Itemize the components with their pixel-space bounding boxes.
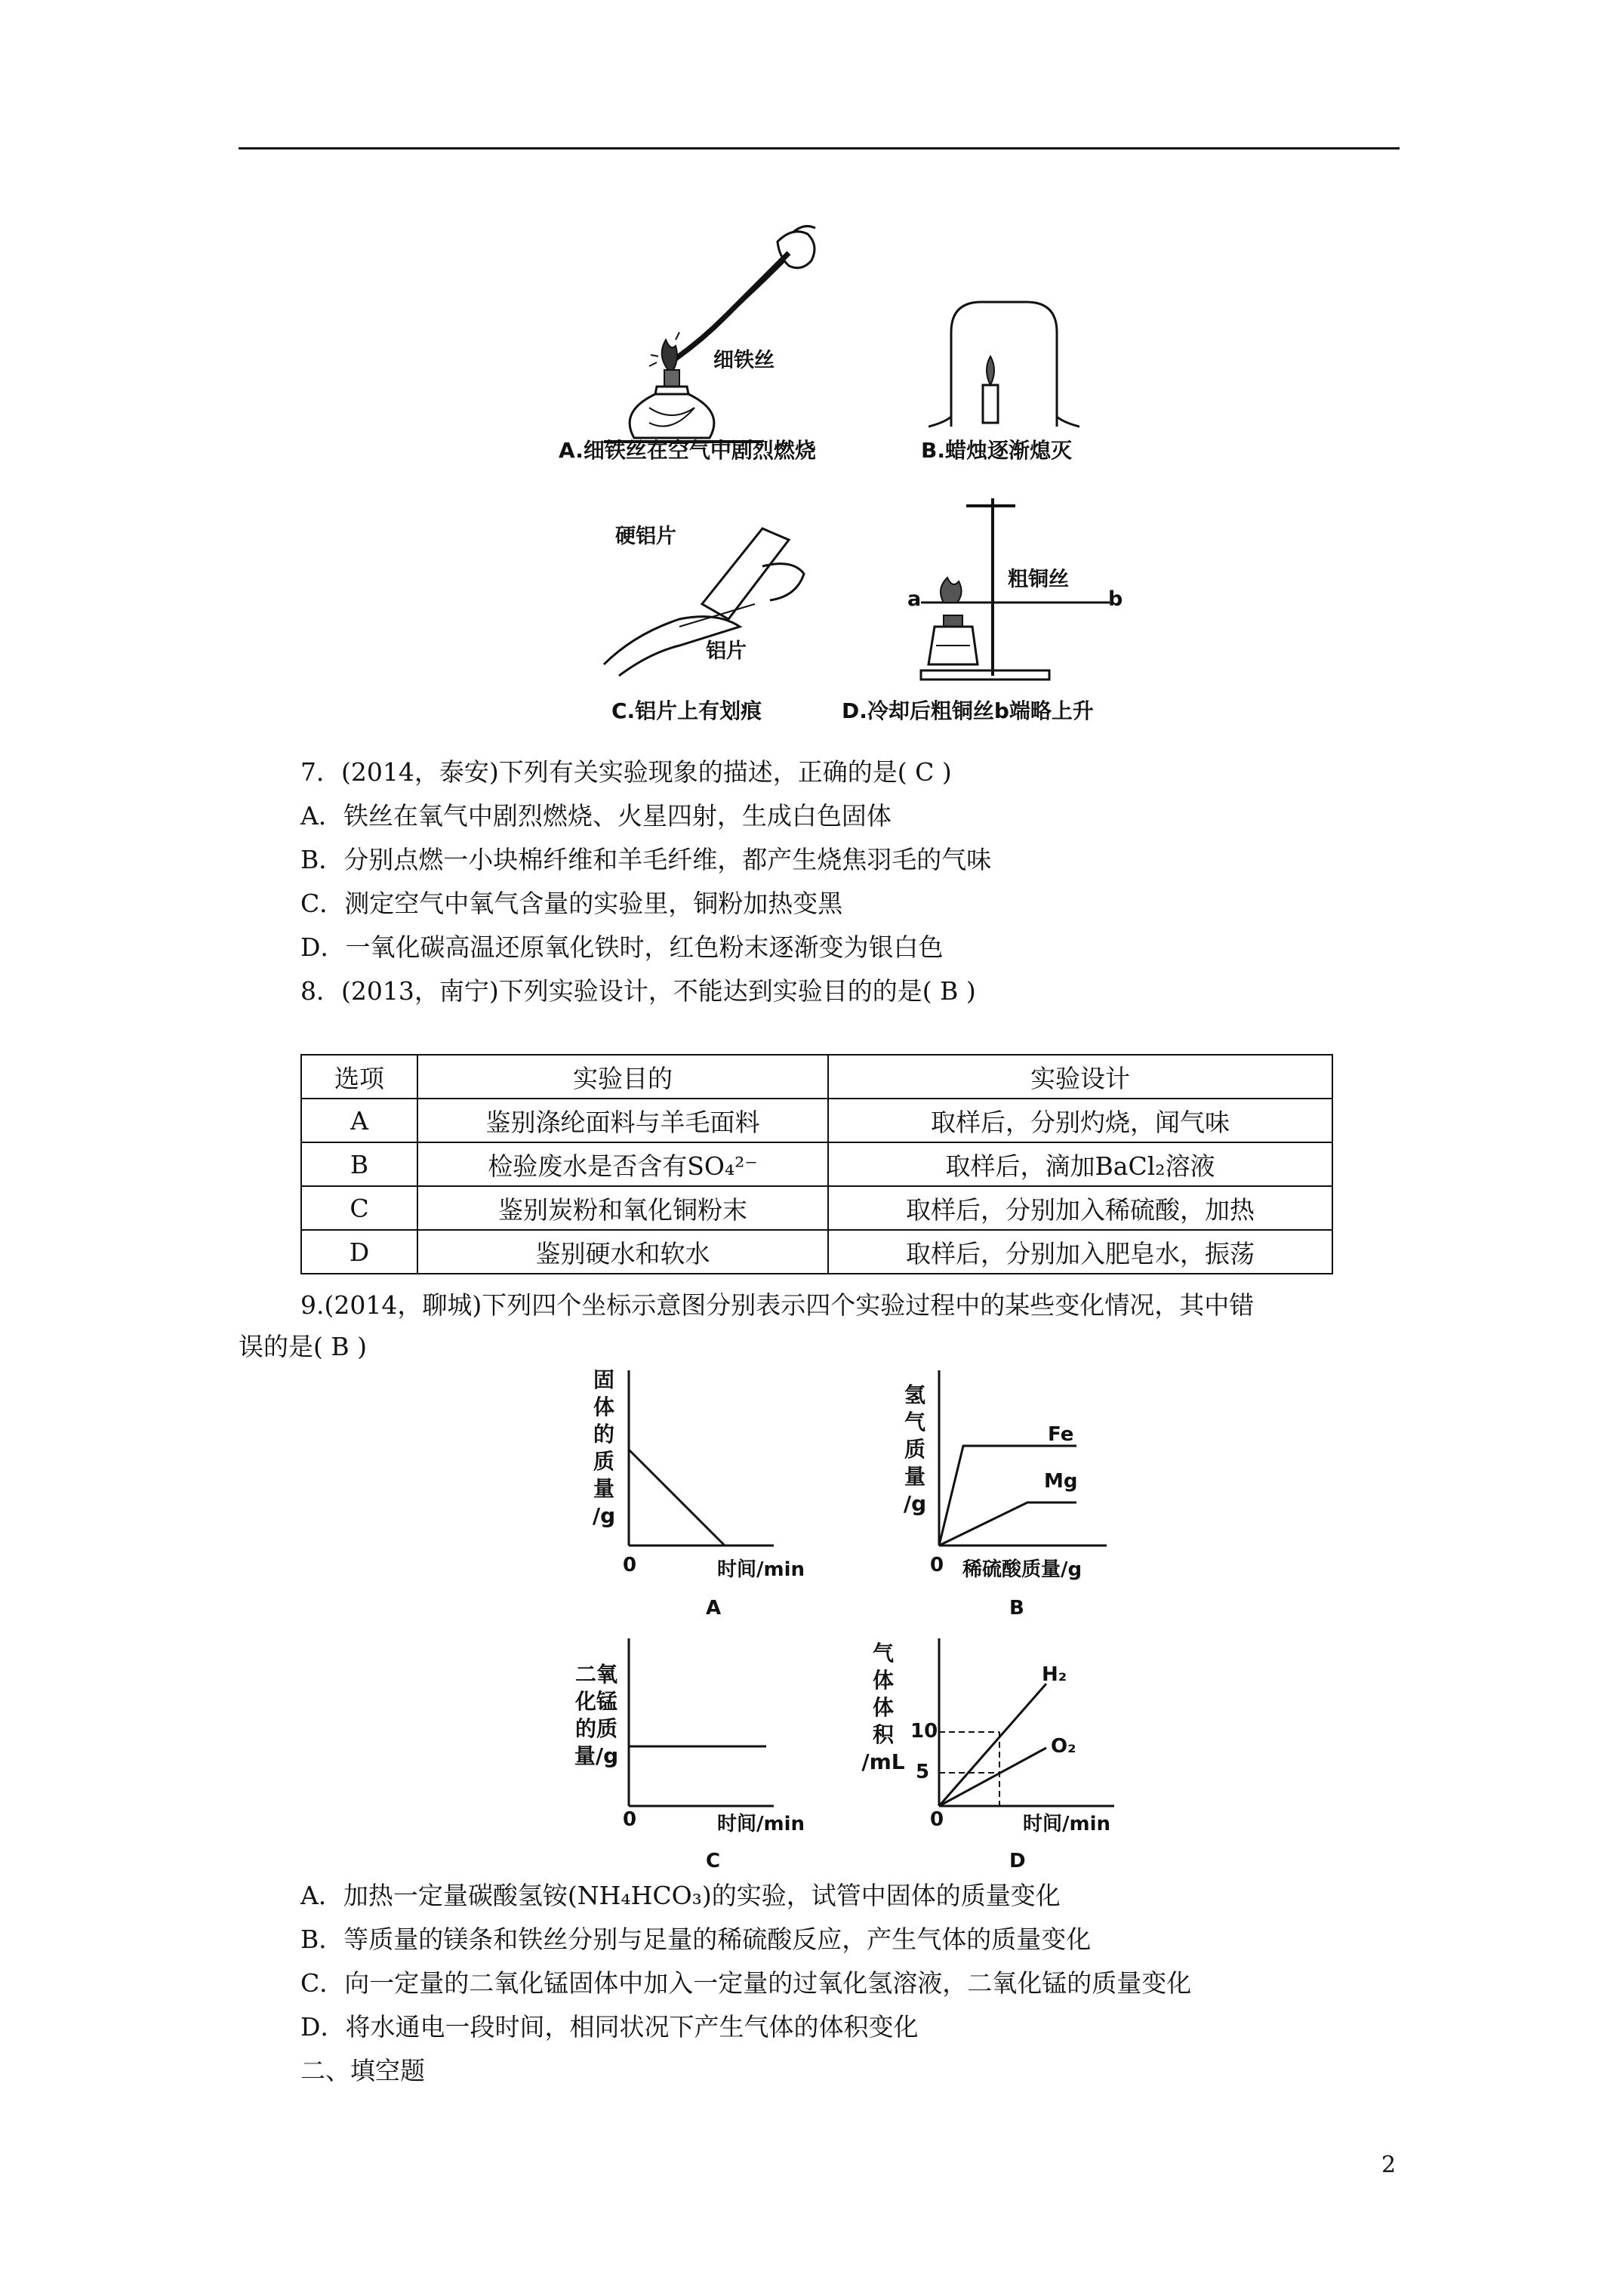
graph-a-origin: 0	[623, 1554, 637, 1576]
label-hard-aluminum: 硬铝片	[615, 525, 676, 548]
graph-c-ylabel: 二氧 化锰 的质 量/g	[574, 1662, 619, 1768]
table-header: 实验设计	[828, 1055, 1332, 1099]
graph-b-xlabel: 稀硫酸质量/g	[962, 1558, 1083, 1581]
table-cell: 取样后，分别加入稀硫酸，加热	[828, 1186, 1332, 1230]
label-end-a: a	[907, 587, 922, 611]
figure-a-iron-wire	[604, 219, 876, 461]
table-row	[301, 1099, 1332, 1142]
table-row	[301, 1230, 1332, 1274]
graph-b-fe-line	[939, 1446, 1076, 1546]
table-cell: D	[301, 1230, 417, 1274]
graph-a	[623, 1370, 774, 1552]
table-cell: 检验废水是否含有SO₄²⁻	[417, 1142, 828, 1186]
table-header: 实验目的	[417, 1055, 828, 1099]
table-header-row	[301, 1055, 1332, 1099]
table-cell: 取样后，分别灼烧，闻气味	[828, 1099, 1332, 1142]
graph-d-ylabel: 气 体 体 积 /mL	[861, 1641, 905, 1774]
graph-b-fe-label: Fe	[1048, 1423, 1074, 1446]
figure-c-caption: C.铝片上有划痕	[611, 698, 762, 723]
q9-option-a: A．加热一定量碳酸氢铵(NH₄HCO₃)的实验，试管中固体的质量变化	[300, 1881, 1061, 1910]
q7-option-c: C．测定空气中氧气含量的实验里，铜粉加热变黑	[300, 889, 843, 918]
graph-d-h2-line	[939, 1684, 1046, 1806]
label-end-b: b	[1108, 587, 1123, 611]
graph-b-origin: 0	[930, 1554, 944, 1576]
q9-option-b: B．等质量的镁条和铁丝分别与足量的稀硫酸反应，产生气体的质量变化	[300, 1925, 1092, 1954]
figure-b-caption: B.蜡烛逐渐熄灭	[921, 438, 1072, 463]
graph-b-mg-line	[939, 1502, 1076, 1546]
graph-b-caption: B	[1009, 1597, 1024, 1620]
graph-d	[933, 1638, 1114, 1812]
table-cell: 鉴别涤纶面料与羊毛面料	[417, 1099, 828, 1142]
q7-option-a: A．铁丝在氧气中剧烈燃烧、火星四射，生成白色固体	[300, 801, 892, 831]
graph-d-ytick-10: 10	[910, 1720, 938, 1743]
experiment-table	[300, 1054, 1333, 1274]
graph-a-line	[629, 1450, 725, 1546]
graph-c	[623, 1638, 774, 1812]
graph-b-ylabel: 氢 气 质 量 /g	[903, 1382, 927, 1516]
table-row	[301, 1186, 1332, 1230]
graph-d-ytick-5: 5	[916, 1761, 930, 1783]
table-cell: 鉴别硬水和软水	[417, 1230, 828, 1274]
figure-b-candle-jar	[929, 287, 1079, 430]
graph-c-origin: 0	[623, 1808, 637, 1831]
q9-option-d: D．将水通电一段时间，相同状况下产生气体的体积变化	[300, 2012, 919, 2042]
figure-d-caption: D.冷却后粗铜丝b端略上升	[842, 698, 1094, 723]
table-cell: A	[301, 1099, 417, 1142]
graph-a-xlabel: 时间/min	[717, 1558, 805, 1581]
figure-a-caption: A.细铁丝在空气中剧烈燃烧	[559, 438, 816, 463]
q7-stem: 7．(2014，泰安)下列有关实验现象的描述，正确的是( C )	[300, 757, 952, 787]
q7-option-b: B．分别点燃一小块棉纤维和羊毛纤维，都产生烧焦羽毛的气味	[300, 845, 992, 874]
table-cell: B	[301, 1142, 417, 1186]
graph-d-o2-line	[939, 1748, 1046, 1806]
table-cell: 鉴别炭粉和氧化铜粉末	[417, 1186, 828, 1230]
q7-option-d: D．一氧化碳高温还原氧化铁时，红色粉末逐渐变为银白色	[300, 932, 944, 962]
label-copper-wire: 粗铜丝	[1008, 568, 1069, 591]
q9-stem-line1: 9.(2014，聊城)下列四个坐标示意图分别表示四个实验过程中的某些变化情况，其中错	[300, 1290, 1255, 1320]
graph-d-h2-label: H₂	[1042, 1663, 1067, 1686]
q9-stem-line2: 误的是( B )	[239, 1332, 367, 1361]
header-rule	[239, 147, 1400, 149]
table-cell: C	[301, 1186, 417, 1230]
graph-b	[933, 1370, 1107, 1552]
table-cell: 取样后，分别加入肥皂水，振荡	[828, 1230, 1332, 1274]
graph-c-caption: C	[706, 1850, 721, 1872]
label-iron-wire: 细铁丝	[713, 349, 775, 372]
graph-d-origin: 0	[930, 1808, 944, 1831]
q9-option-c: C．向一定量的二氧化锰固体中加入一定量的过氧化氢溶液，二氧化锰的质量变化	[300, 1968, 1192, 1998]
table-row	[301, 1142, 1332, 1186]
table-header: 选项	[301, 1055, 417, 1099]
label-aluminum: 铝片	[706, 639, 747, 663]
graph-d-xlabel: 时间/min	[1023, 1813, 1111, 1835]
graph-c-xlabel: 时间/min	[717, 1813, 805, 1835]
graph-a-caption: A	[706, 1597, 722, 1620]
section-heading: 二、填空题	[300, 2056, 425, 2085]
graph-a-ylabel: 固 体 的 质 量 /g	[592, 1367, 616, 1528]
graph-d-o2-label: O₂	[1051, 1735, 1076, 1758]
graph-b-mg-label: Mg	[1044, 1470, 1078, 1493]
page-number: 2	[1381, 2152, 1397, 2178]
graph-d-caption: D	[1009, 1850, 1026, 1872]
table-cell: 取样后，滴加BaCl₂溶液	[828, 1142, 1332, 1186]
q8-stem: 8．(2013，南宁)下列实验设计，不能达到实验目的的是( B )	[300, 976, 976, 1006]
